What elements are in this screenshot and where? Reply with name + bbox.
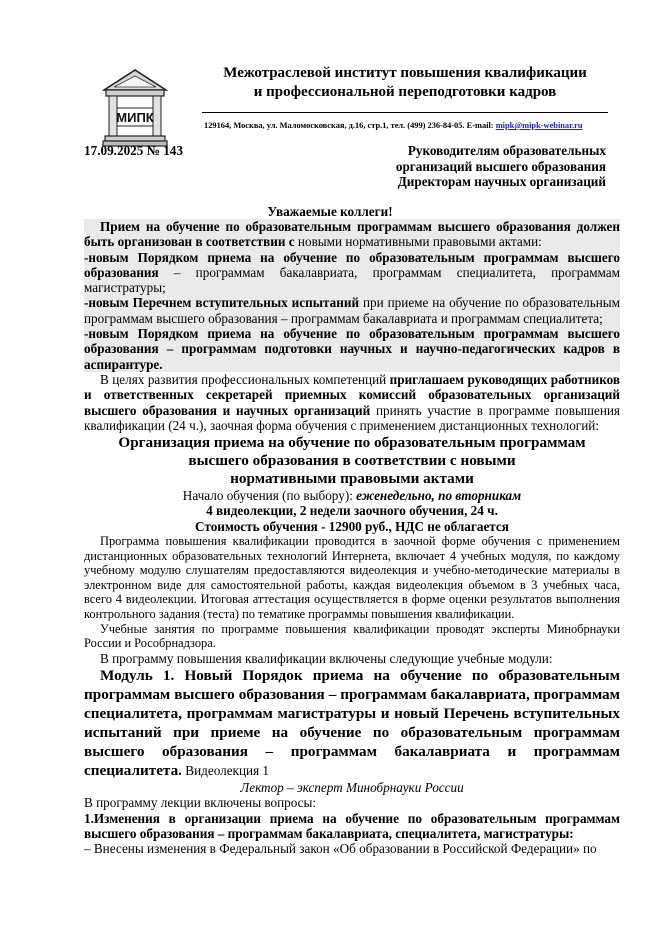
intro-bold: Прием на обучение по образовательным программам высшего образования должен быть организован в соответствии с xyxy=(84,219,620,250)
svg-text:МИПК: МИПК xyxy=(116,110,154,125)
modules-intro: В программу повышения квалификации включены следующие учебные модули: xyxy=(100,650,553,666)
invitation-a: В целях развития профессиональных компетенций xyxy=(100,371,390,387)
act-item-1-bold: -новым Порядком приема на обучение по образовательным программам высшего образования xyxy=(84,249,620,280)
act-item-1 xyxy=(84,250,620,296)
module-1-title xyxy=(84,666,620,780)
course-title-line2: высшего образования в соответствии с новыми xyxy=(188,452,516,470)
act-item-2 xyxy=(84,295,620,326)
questions-intro: В программу лекции включены вопросы: xyxy=(84,795,317,811)
video-lecture-1: Видеолекция 1 xyxy=(181,763,270,779)
act-item-2-rest: при приеме на обучение по образовательным программам высшего образования – программам бакалавриата и программам специалитета; xyxy=(84,295,620,326)
act-item-3 xyxy=(84,326,620,372)
addressee-line3: Директорам научных организаций xyxy=(397,174,606,189)
greeting: Уважаемые коллеги! xyxy=(267,204,393,219)
act-item-1-rest: – программам бакалавриата, программам специалитета, программам магистратуры; xyxy=(84,264,620,296)
program-description: Программа повышения квалификации проводится в заочной форме обучения с применением дистанционных образовательных технологий Интернета, включает 4 учебных модуля, по каждому учебному модулю слушателям предоставляются видеолекция и учебно-методические материалы в электронном виде для самостоятельной работы, каждая видеолекция объемом в 3 учебных часа, всего 4 видеолекции. Итоговая аттестация осуществляется в форме оценки результатов выполнения контрольного задания (теста) по тематике программы повышения квалификации. xyxy=(84,534,620,622)
course-title xyxy=(84,434,620,488)
question-1: 1.Изменения в организации приема на обучение по образовательным программам высшего образования – программам бакалавриата, специалитета, магистратуры: xyxy=(84,810,620,841)
institute-name-line2: и профессиональной переподготовки кадров xyxy=(253,84,557,100)
lecturer: Лектор – эксперт Минобрнауки России xyxy=(240,780,464,796)
addressee-block xyxy=(386,143,606,190)
institute-logo-icon xyxy=(102,68,168,148)
course-title-line3: нормативными правовыми актами xyxy=(230,470,474,488)
course-price: Стоимость обучения - 12900 руб., НДС не облагается xyxy=(195,518,509,534)
letter-number: 17.09.2025 № 143 xyxy=(84,143,183,158)
module-1-text: Модуль 1. Новый Порядок приема на обучение по образовательным программам высшего образования – программам бакалавриата, программам специалитета, программам магистратуры и новый Перечень вступительных испытаний при приеме на обучение по образовательным программам высшего образования – программам бакалавриата и программам специалитета. xyxy=(84,667,620,780)
contacts-line xyxy=(204,118,612,133)
letter-body xyxy=(84,219,620,857)
institute-name-line1: Межотраслевой институт повышения квалификации xyxy=(223,65,587,81)
course-title-line1: Организация приема на обучение по образовательным программам xyxy=(118,434,586,452)
invitation-paragraph xyxy=(84,372,620,433)
intro-rest: новыми нормативными правовыми актами: xyxy=(294,234,542,250)
contacts-address: 129164, Москва, ул. Маломосковская, д.16, стр.1, тел. (499) 236-84-05. E-mail: xyxy=(204,121,496,130)
course-start xyxy=(84,488,620,503)
course-start-label: Начало обучения (по выбору): xyxy=(182,488,357,504)
email-link[interactable]: mipk@mipk-webinar.ru xyxy=(495,121,583,130)
institute-name xyxy=(200,64,610,102)
invitation-b: приглашаем руководящих работников и ответственных секретарей приемных комиссий образовательных организаций высшего образования и научных организаций xyxy=(84,371,621,418)
intro-paragraph xyxy=(84,219,620,250)
addressee-line2: организаций высшего образования xyxy=(395,158,606,174)
invitation-c: принять участие в программе повышения квалификации (24 ч.), заочная форма обучения с применением дистанционных технологий: xyxy=(84,402,620,433)
act-item-2-bold: -новым Перечнем вступительных испытаний xyxy=(84,295,360,311)
header-divider xyxy=(202,112,608,113)
course-format: 4 видеолекции, 2 недели заочного обучения, 24 ч. xyxy=(206,503,498,519)
course-start-value: еженедельно, по вторникам xyxy=(356,488,522,504)
addressee-line1: Руководителям образовательных xyxy=(407,143,606,158)
experts-paragraph: Учебные занятия по программе повышения квалификации проводят эксперты Минобрнауки России и Рособрнадзора. xyxy=(84,621,620,651)
act-item-3-bold: -новым Порядком приема на обучение по образовательным программам высшего образования – программам подготовки научных и научно-педагогических кадров в аспирантуре. xyxy=(84,326,620,372)
question-1-item: – Внесены изменения в Федеральный закон «Об образовании в Российской Федерации» по xyxy=(84,841,597,857)
